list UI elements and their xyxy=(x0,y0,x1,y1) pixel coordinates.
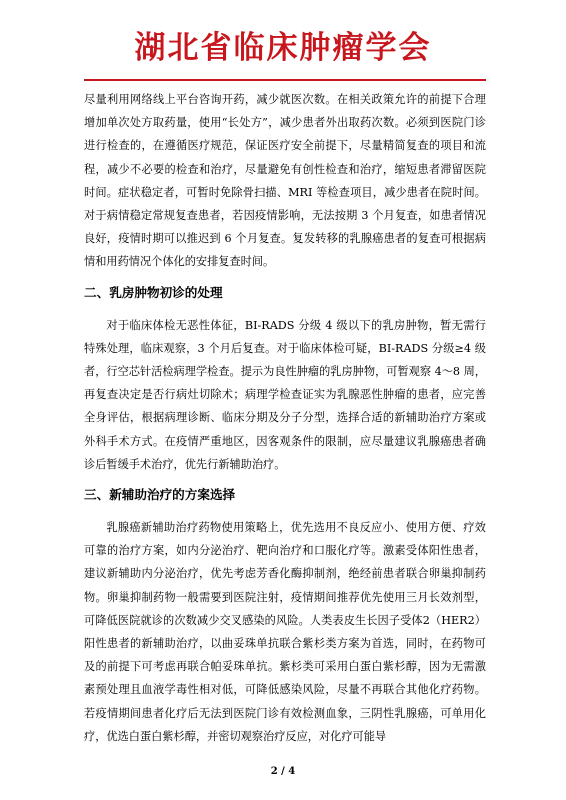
section-heading-neoadjuvant: 三、新辅助治疗的方案选择 xyxy=(84,487,236,503)
document-body xyxy=(84,88,486,748)
page-number: 2 / 4 xyxy=(270,766,296,777)
paragraph-breast-mass: 对于临床体检无恶性体征，BI-RADS 分级 4 级以下的乳房肿物，暂无需行特殊处理，临床观察，3 个月后复查。对于临床体检可疑，BI-RADS 分级≥4 级者，行空芯针活检病理学检查。提示为良性肿瘤的乳房肿物，可暂观察 4～8 周，再复查决定是否行病灶切除术；病理学检查证实为乳腺恶性肿瘤的患者，应完善全身评估，根据病理诊断、临床分期及分子分型，选择合适的新辅助治疗方案或外科手术方式。在疫情严重地区，因客观条件的限制，应尽量建议乳腺癌患者确诊后暂缓手术治疗，优先行新辅助治疗。 xyxy=(84,318,486,471)
header-divider xyxy=(84,79,486,81)
page-header xyxy=(0,28,566,68)
paragraph-followup: 尽量利用网络线上平台咨询开药，减少就医次数。在相关政策允许的前提下合理增加单次处方取药量，使用“长处方”，减少患者外出取药次数。必须到医院门诊进行检查的，在遵循医疗规范，保证医疗安全前提下，尽量精简复查的项目和流程，减少不必要的检查和治疗，尽量避免有创性检查和治疗，缩短患者滞留医院时间。症状稳定者，可暂时免除骨扫描、MRI 等检查项目，减少患者在院时间。对于病情稳定常规复查患者，若因疫情影响，无法按期 3 个月复查，如患者情况良好，疫情时期可以推迟到 6 个月复查。复发转移的乳腺癌患者的复查可根据病情和用药情况个体化的安排复查时间。 xyxy=(84,93,486,269)
section-heading-breast-mass: 二、乳房肿物初诊的处理 xyxy=(84,284,223,300)
paragraph-neoadjuvant: 乳腺癌新辅助治疗药物使用策略上，优先选用不良反应小、使用方便、疗效可靠的治疗方案，如内分泌治疗、靶向治疗和口服化疗等。激素受体阳性患者，建议新辅助内分泌治疗，优先考虑芳香化酶抑制剂，绝经前患者联合卵巢抑制药物。卵巢抑制药物一般需要到医院注射，疫情期间推荐优先使用三月长效剂型，可降低医院就诊的次数减少交叉感染的风险。人类表皮生长因子受体2（HER2）阳性患者的新辅助治疗，以曲妥珠单抗联合紫杉类方案为首选，同时，在药物可及的前提下可考虑再联合帕妥珠单抗。紫杉类可采用白蛋白紫杉醇，因为无需激素预处理且血液学毒性相对低，可降低感染风险，尽量不再联合其他化疗药物。若疫情期间患者化疗后无法到医院门诊有效检测血象，三阴性乳腺癌，可单用化疗，优选白蛋白紫杉醇，并密切观察治疗反应，对化疗可能导 xyxy=(84,521,486,743)
header-title: 湖北省临床肿瘤学会 xyxy=(134,30,432,66)
